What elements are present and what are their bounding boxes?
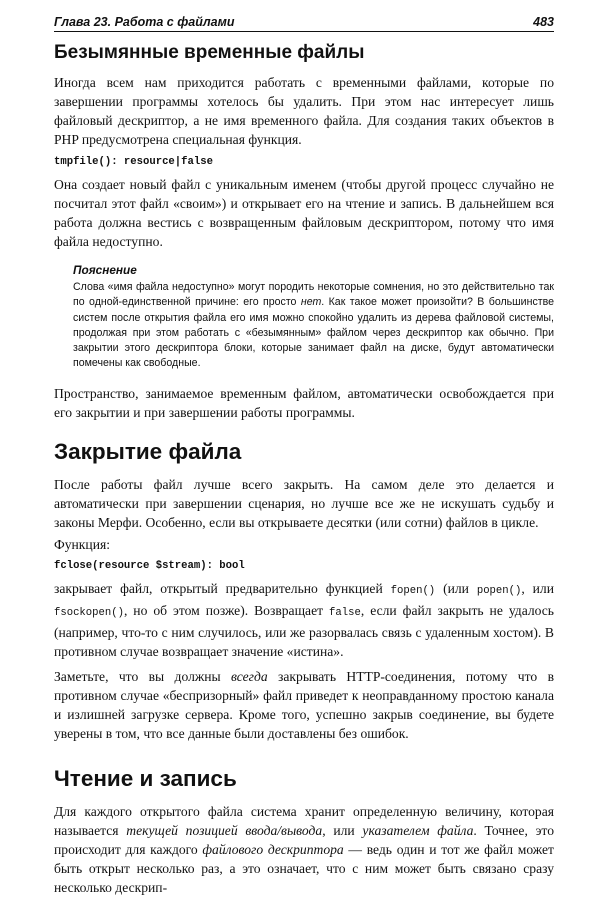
page-number: 483 [533, 15, 554, 29]
chapter-title: Глава 23. Работа с файлами [54, 15, 235, 29]
section-heading-temp-files: Безымянные временные файлы [54, 42, 365, 63]
book-page [54, 12, 554, 897]
section-heading-close-file: Закрытие файла [54, 438, 242, 464]
note-text: Слова «имя файла недоступно» могут породить некоторые сомнения, но это действительно так по одной-единственной причине: его просто нет. Как такое может произойти? В большинстве систем после открытия файла его имя можно спокойно удалить из дерева файловой системы, продолжая при этом работать с «безымянным» файлом через дескриптор как обычно. При закрытии этого дескриптора блоки, которые занимает файл на диске, будут автоматически помечены как свободные. [73, 281, 554, 370]
paragraph-http-close: Заметьте, что вы должны всегда закрывать HTTP-соединения, потому что в противном случае «беспризорный» файл приведет к неоправданному простою канала и излишней загрузке сервера. Кроме того, успешно закрыв соединение, вы будете уверены в том, что все данные были доставлены без ошибок. [54, 668, 554, 741]
paragraph-temp-space: Пространство, занимаемое временным файлом, автоматически освобождается при его закрытии и при завершении работы программы. [54, 385, 554, 420]
paragraph-close-intro: После работы файл лучше всего закрыть. На самом деле это делается и автоматически при завершении сценария, но лучше все же не искушать судьбу и законы Мерфи. Особенно, если вы открываете десятки (или сотни) файлов в цикле. [54, 476, 554, 530]
section-heading-read-write: Чтение и запись [54, 765, 237, 791]
function-signature-tmpfile: tmpfile(): resource|false [54, 156, 213, 168]
paragraph-file-position: Для каждого открытого файла система хранит определенную величину, которая называется текущей позицией ввода/вывода, или указателем файла. Точнее, это происходит для каждого файлового дескриптора — ведь один и тот же файл может быть открыт несколько раз, а это означает, что с ним может быть связано сразу несколько дескрип- [54, 803, 554, 895]
function-signature-fclose: fclose(resource $stream): bool [54, 559, 245, 572]
paragraph-tmpfile-desc: Она создает новый файл с уникальным именем (чтобы другой процесс случайно не посчитал этот файл «своим») и открывает его на чтение и запись. В дальнейшем вся работа должна вестись с возвращенным файловым дескриптором, потому что имя файла недоступно. [54, 177, 554, 249]
note-box [73, 263, 554, 372]
running-header [54, 12, 554, 32]
function-label: Функция: [54, 536, 110, 552]
paragraph-temp-intro: Иногда всем нам приходится работать с временными файлами, которые по завершении программы хотелось бы удалить. При этом нас интересует лишь файловый дескриптор, а не имя временного файла. Для создания таких объектов в PHP предусмотрена специальная функция. [54, 75, 554, 147]
note-title: Пояснение [73, 263, 137, 277]
paragraph-fclose-desc: закрывает файл, открытый предварительно функцией fopen() (или popen(), или fsockopen(), но об этом позже). Возвращает false, если файл закрыть не удалось (например, что-то с ним случилось, или же разорвалась связь с удаленным хостом). В противном случае возвращает значение «истина». [54, 580, 555, 659]
